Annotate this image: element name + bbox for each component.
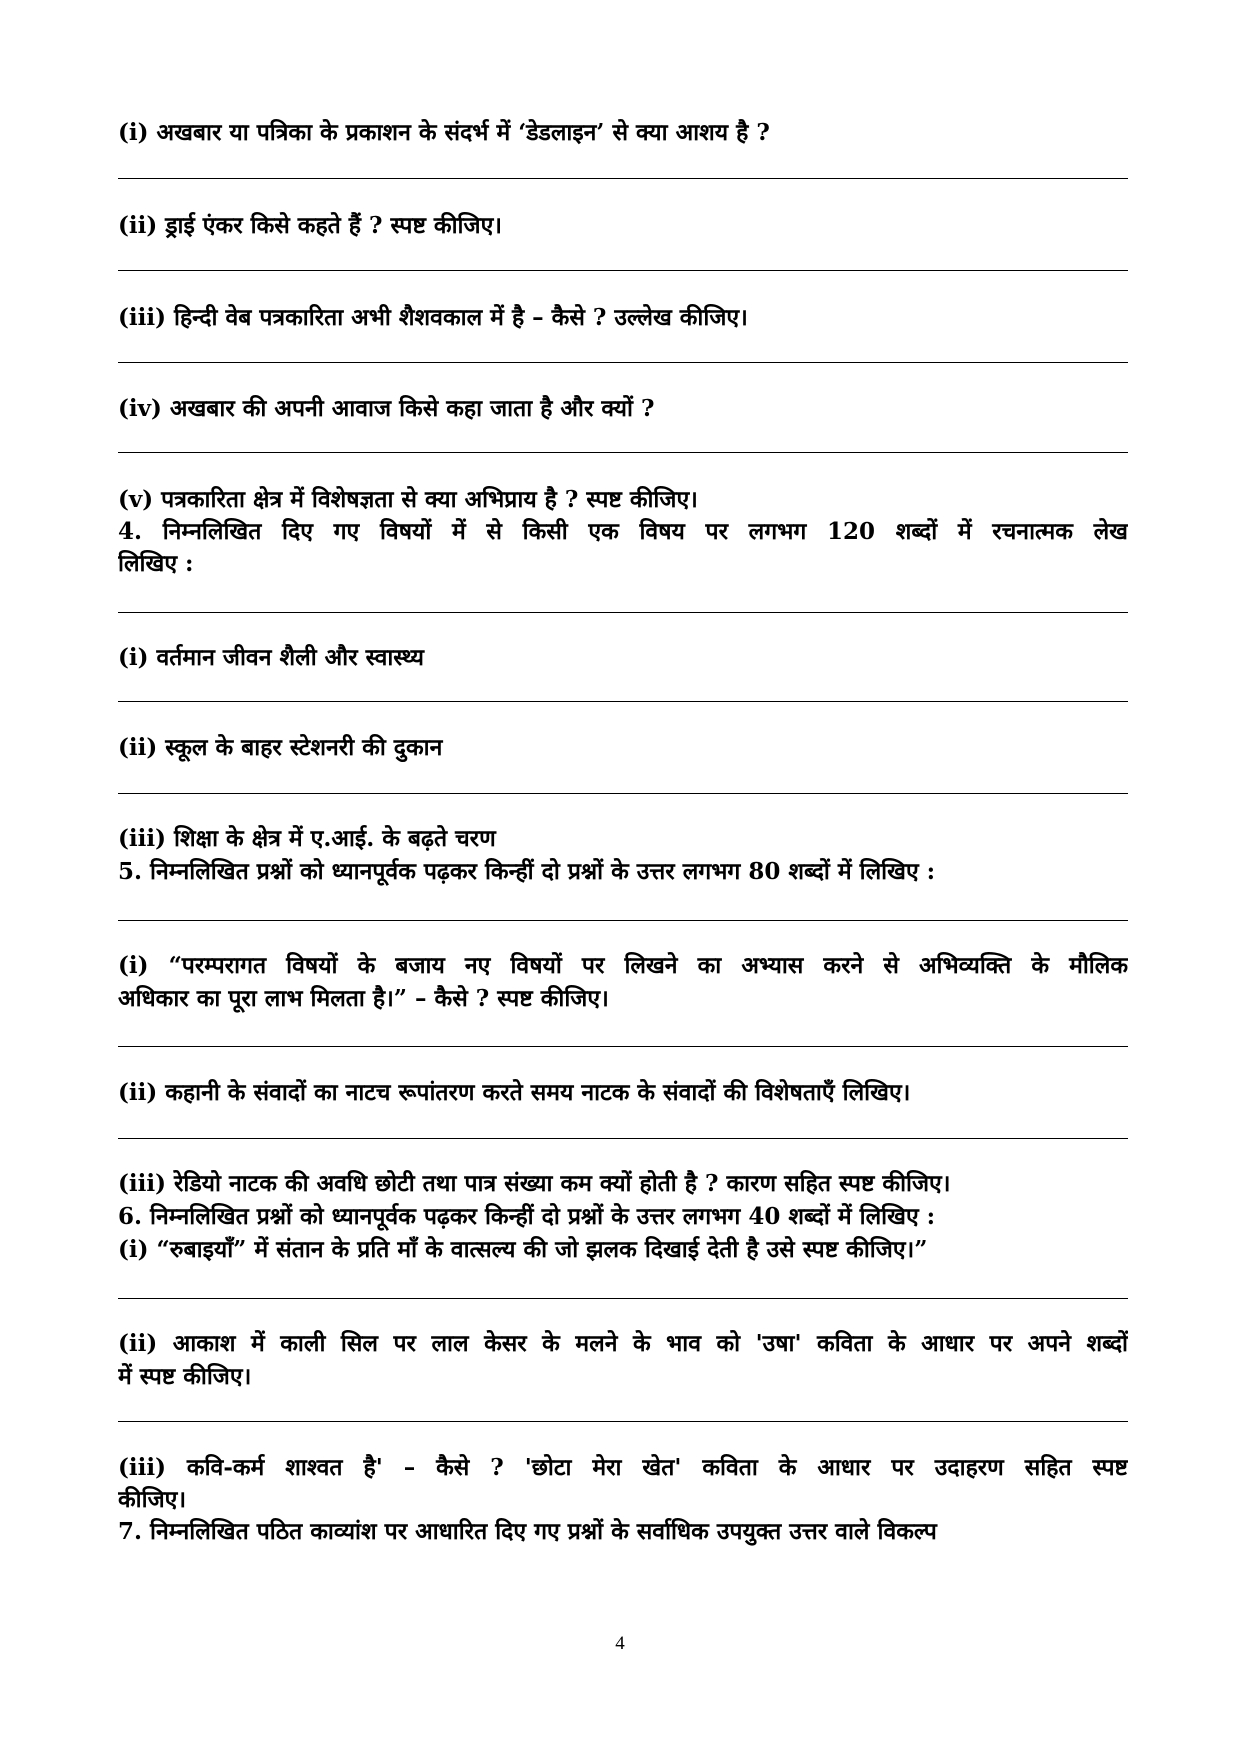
question-5-heading: 5. निम्नलिखित प्रश्नों को ध्यानपूर्वक पढ़कर किन्हीं दो प्रश्नों के उत्तर लगभग 80 शब्दों में लिखिए :: [118, 858, 936, 885]
question-3-ii: (ii) ड्राई एंकर किसे कहते हैं ? स्पष्ट कीजिए।: [118, 212, 503, 239]
question-6-heading: 6. निम्नलिखित प्रश्नों को ध्यानपूर्वक पढ़कर किन्हीं दो प्रश्नों के उत्तर लगभग 40 शब्दों में लिखिए :: [118, 1203, 936, 1230]
answer-rule: [118, 1421, 1128, 1422]
question-6-iii: (iii) कवि-कर्म शाश्वत है' – कैसे ? 'छोटा मेरा खेत' कविता के आधार पर उदाहरण सहित स्पष्ट: [118, 1454, 1128, 1481]
answer-rule: [118, 270, 1128, 271]
question-3-i: (i) अखबार या पत्रिका के प्रकाशन के संदर्भ में ‘डेडलाइन’ से क्या आशय है ?: [118, 119, 770, 146]
question-5-iii: (iii) रेडियो नाटक की अवधि छोटी तथा पात्र संख्या कम क्यों होती है ? कारण सहित स्पष्ट कीजिए।: [118, 1170, 951, 1197]
answer-rule: [118, 701, 1128, 702]
answer-rule: [118, 1298, 1128, 1299]
question-5-ii: (ii) कहानी के संवादों का नाटच रूपांतरण करते समय नाटक के संवादों की विशेषताएँ लिखिए।: [118, 1079, 911, 1106]
question-3-iv: (iv) अखबार की अपनी आवाज किसे कहा जाता है और क्यों ?: [118, 395, 655, 422]
answer-rule: [118, 1138, 1128, 1139]
question-6-iii-cont: कीजिए।: [118, 1486, 187, 1513]
page-number: 4: [615, 1633, 625, 1654]
question-4-heading-cont: लिखिए :: [118, 550, 194, 577]
question-6-ii: (ii) आकाश में काली सिल पर लाल केसर के मलने के भाव को 'उषा' कविता के आधार पर अपने शब्दों: [118, 1330, 1128, 1357]
question-5-i: (i) “परम्परागत विषयों के बजाय नए विषयों पर लिखने का अभ्यास करने से अभिव्यक्ति के मौलिक: [118, 952, 1128, 979]
question-6-ii-cont: में स्पष्ट कीजिए।: [118, 1363, 252, 1390]
answer-rule: [118, 1046, 1128, 1047]
question-4-ii: (ii) स्कूल के बाहर स्टेशनरी की दुकान: [118, 734, 443, 761]
answer-rule: [118, 920, 1128, 921]
question-4-i: (i) वर्तमान जीवन शैली और स्वास्थ्य: [118, 644, 425, 671]
question-3-v: (v) पत्रकारिता क्षेत्र में विशेषज्ञता से क्या अभिप्राय है ? स्पष्ट कीजिए।: [118, 486, 698, 513]
answer-rule: [118, 178, 1128, 179]
question-5-i-cont: अधिकार का पूरा लाभ मिलता है।” – कैसे ? स्पष्ट कीजिए।: [118, 985, 609, 1012]
answer-rule: [118, 612, 1128, 613]
question-3-iii: (iii) हिन्दी वेब पत्रकारिता अभी शैशवकाल में है – कैसे ? उल्लेख कीजिए।: [118, 304, 748, 331]
question-7-heading: 7. निम्नलिखित पठित काव्यांश पर आधारित दिए गए प्रश्नों के सर्वाधिक उपयुक्त उत्तर वाले विकल्प: [118, 1518, 937, 1545]
question-4-iii: (iii) शिक्षा के क्षेत्र में ए.आई. के बढ़ते चरण: [118, 825, 496, 852]
answer-rule: [118, 793, 1128, 794]
answer-rule: [118, 362, 1128, 363]
question-4-heading: 4. निम्नलिखित दिए गए विषयों में से किसी एक विषय पर लगभग 120 शब्दों में रचनात्मक लेख: [118, 518, 1128, 545]
question-6-i: (i) “रुबाइयाँ” में संतान के प्रति माँ के वात्सल्य की जो झलक दिखाई देती है उसे स्पष्ट कीजिए।”: [118, 1236, 928, 1263]
answer-rule: [118, 452, 1128, 453]
